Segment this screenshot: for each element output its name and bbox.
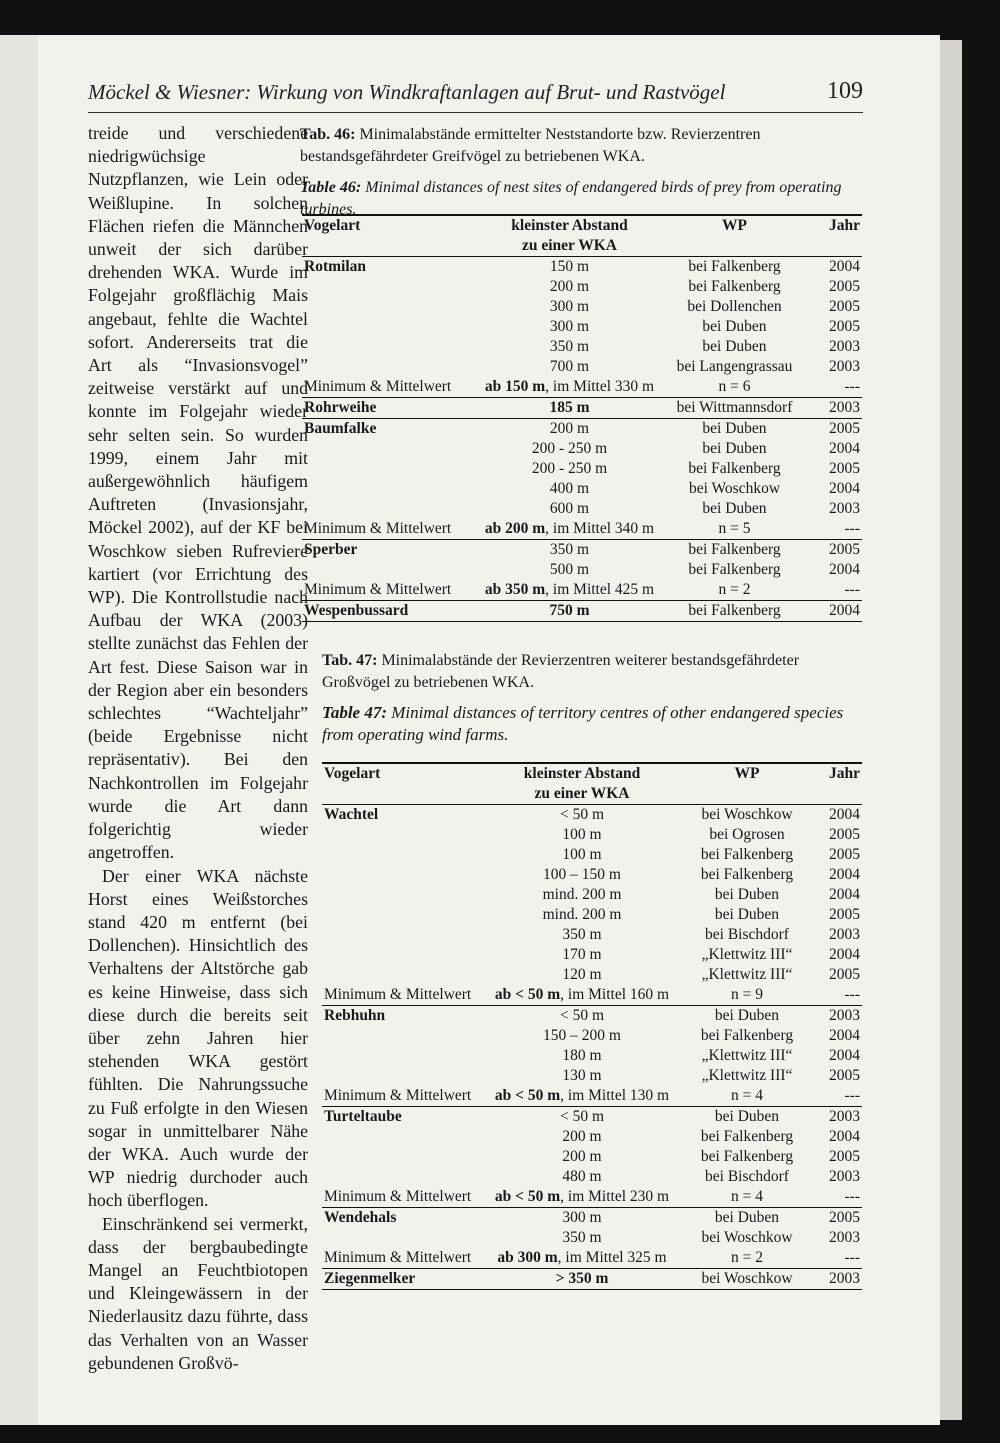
year-cell: 2004 (829, 561, 860, 578)
table-row (322, 1006, 862, 1027)
windfarm-cell: bei Woschkow (682, 805, 812, 826)
year-cell: 2003 (829, 926, 860, 943)
species-cell: Rebhuhn (322, 1006, 482, 1027)
table-row (302, 560, 862, 580)
windfarm-cell: bei Wittmannsdorf (662, 398, 807, 419)
distance-cell: ab < 50 m, im Mittel 230 m (494, 1188, 670, 1205)
species-cell (322, 945, 482, 965)
left-page-edge (0, 35, 38, 1425)
year-cell: 2005 (829, 846, 860, 863)
table-row (322, 845, 862, 865)
table-row (322, 1127, 862, 1147)
windfarm-cell: bei Falkenberg (662, 601, 807, 622)
species-cell (302, 560, 477, 580)
windfarm-cell: bei Ogrosen (709, 826, 785, 843)
year-cell: 2004 (829, 1047, 860, 1064)
species-cell (302, 479, 477, 499)
distance-cell: 480 m (562, 1168, 602, 1185)
species-cell (322, 925, 482, 945)
windfarm-cell: bei Falkenberg (688, 278, 781, 295)
windfarm-cell: bei Duben (682, 1107, 812, 1128)
species-cell (322, 825, 482, 845)
distance-cell: > 350 m (482, 1269, 682, 1290)
distance-cell: 200 m (477, 419, 662, 440)
distance-cell: 300 m (549, 298, 590, 315)
species-cell (322, 1228, 482, 1248)
species-cell: Minimum & Mittelwert (324, 1188, 472, 1205)
windfarm-cell: bei Falkenberg (662, 257, 807, 278)
distance-cell: 100 m (562, 826, 602, 843)
year-cell: --- (844, 378, 860, 395)
table-row (322, 1208, 862, 1229)
col-header-vogelart: Vogelart (302, 215, 477, 236)
species-cell: Minimum & Mittelwert (304, 378, 452, 395)
table-row (322, 1248, 862, 1269)
species-cell: Baumfalke (302, 419, 477, 440)
year-cell: 2003 (812, 1107, 862, 1128)
col-header-vogelart: Vogelart (322, 763, 482, 784)
table-row (302, 297, 862, 317)
col-header-abstand: kleinster Abstand (482, 763, 682, 784)
species-cell: Minimum & Mittelwert (324, 1249, 472, 1266)
year-cell: 2004 (829, 1027, 860, 1044)
windfarm-cell: „Klettwitz III“ (701, 946, 793, 963)
table-row (322, 905, 862, 925)
table-row (302, 580, 862, 601)
col-header-abstand-2: zu einer WKA (477, 236, 662, 257)
species-cell (322, 1046, 482, 1066)
year-cell: 2003 (829, 338, 860, 355)
table-row (302, 519, 862, 540)
windfarm-cell: bei Bischdorf (705, 1168, 789, 1185)
windfarm-cell: n = 2 (718, 581, 751, 598)
table-row (322, 1066, 862, 1086)
table-row (322, 985, 862, 1006)
species-cell: Rohrweihe (302, 398, 477, 419)
table-row (322, 825, 862, 845)
species-cell: Minimum & Mittelwert (304, 581, 452, 598)
table46-caption-en: Table 46: Minimal distances of nest sites of endangered birds of prey from operating turbines. (300, 179, 842, 218)
species-cell (322, 905, 482, 925)
table47 (322, 762, 862, 1290)
paragraph: Der einer WKA nächste Horst eines Weißstorches stand 420 m entfernt (bei Dollenchen). Hinsichtlich des Verhaltens der Altstörche gab es keine Hinweise, dass sich diese durch die bereits seit über zehn Jahren hier stehenden WKA gestört fühlten. Die Nahrungssuche zu Fuß erfolgte in den Wiesen sogar in unmittelbarer Nähe der WKA. Auch wurde der WP niedrig durchoder auch hoch überflogen. (88, 865, 308, 1211)
year-cell: 2004 (829, 866, 860, 883)
distance-cell: 600 m (549, 500, 590, 517)
windfarm-cell: bei Dollenchen (687, 298, 782, 315)
year-cell: 2003 (807, 398, 862, 419)
table-row (302, 419, 862, 440)
distance-cell: 200 - 250 m (531, 460, 608, 477)
table-row (302, 257, 862, 278)
windfarm-cell: bei Duben (682, 1006, 812, 1027)
table47-caption-en: Table 47: Minimal distances of territory centres of other endangered species from operating wind farms. (322, 703, 844, 744)
distance-cell: 120 m (562, 966, 602, 983)
table-row (322, 945, 862, 965)
species-cell (302, 439, 477, 459)
distance-cell: 200 - 250 m (531, 440, 608, 457)
windfarm-cell: bei Bischdorf (705, 926, 789, 943)
distance-cell: < 50 m (482, 805, 682, 826)
year-cell: 2004 (812, 805, 862, 826)
species-cell: Wachtel (322, 805, 482, 826)
windfarm-cell: bei Woschkow (688, 480, 781, 497)
species-cell (322, 845, 482, 865)
col-header-jahr: Jahr (807, 215, 862, 236)
distance-cell: 350 m (562, 1229, 602, 1246)
species-cell (322, 965, 482, 985)
table-row (322, 1228, 862, 1248)
year-cell: --- (844, 1249, 860, 1266)
species-cell (302, 277, 477, 297)
col-header-wp: WP (682, 763, 812, 784)
year-cell: --- (844, 1188, 860, 1205)
distance-cell: 750 m (477, 601, 662, 622)
windfarm-cell: bei Falkenberg (662, 540, 807, 561)
year-cell: --- (844, 986, 860, 1003)
species-cell (322, 885, 482, 905)
year-cell: 2004 (829, 946, 860, 963)
windfarm-cell: „Klettwitz III“ (701, 966, 793, 983)
distance-cell: ab 200 m, im Mittel 340 m (484, 520, 655, 537)
windfarm-cell: n = 4 (731, 1188, 763, 1205)
windfarm-cell: bei Falkenberg (700, 1027, 794, 1044)
windfarm-cell: n = 9 (731, 986, 763, 1003)
table-row (302, 317, 862, 337)
year-cell: 2003 (812, 1006, 862, 1027)
year-cell: 2004 (829, 1128, 860, 1145)
table-row (322, 1269, 862, 1290)
table-row (302, 540, 862, 561)
year-cell: 2004 (829, 480, 860, 497)
table-row (322, 1086, 862, 1107)
year-cell: --- (844, 1087, 860, 1104)
year-cell: 2003 (829, 500, 860, 517)
windfarm-cell: n = 2 (731, 1249, 763, 1266)
species-cell: Minimum & Mittelwert (324, 986, 472, 1003)
distance-cell: ab 350 m, im Mittel 425 m (484, 581, 655, 598)
table-row (302, 601, 862, 622)
table-row (302, 479, 862, 499)
col-header-abstand-2: zu einer WKA (482, 784, 682, 805)
species-cell: Minimum & Mittelwert (304, 520, 452, 537)
species-cell: Wendehals (322, 1208, 482, 1229)
species-cell (302, 459, 477, 479)
table-row (302, 377, 862, 398)
year-cell: 2005 (812, 1208, 862, 1229)
distance-cell: 300 m (549, 318, 590, 335)
windfarm-cell: n = 4 (731, 1087, 763, 1104)
table-row (322, 1046, 862, 1066)
species-cell (322, 1167, 482, 1187)
table-row (322, 1026, 862, 1046)
year-cell: 2003 (829, 358, 860, 375)
table47-caption-de: Tab. 47: Minimalabstände der Revierzentren weiterer bestandsgefährdeter Großvögel zu betriebenen WKA. (322, 652, 800, 691)
distance-cell: 100 m (562, 846, 602, 863)
table-row (322, 965, 862, 985)
species-cell (322, 1127, 482, 1147)
paragraph: Einschränkend sei vermerkt, dass der bergbaubedingte Mangel an Feuchtbiotopen und Kleingewässern in der Niederlausitz dazu führte, dass das Verhalten von an Wasser gebundenen Großvö- (88, 1213, 308, 1373)
windfarm-cell: bei Duben (702, 338, 767, 355)
windfarm-cell: bei Woschkow (682, 1269, 812, 1290)
year-cell: 2005 (829, 906, 860, 923)
distance-cell: 200 m (549, 278, 590, 295)
windfarm-cell: „Klettwitz III“ (701, 1067, 793, 1084)
distance-cell: 200 m (562, 1148, 602, 1165)
year-cell: 2005 (829, 966, 860, 983)
windfarm-cell: n = 6 (718, 378, 751, 395)
running-header (88, 80, 863, 113)
distance-cell: 500 m (549, 561, 590, 578)
table-row (322, 925, 862, 945)
windfarm-cell: bei Falkenberg (700, 1148, 794, 1165)
distance-cell: mind. 200 m (542, 906, 622, 923)
distance-cell: 350 m (477, 540, 662, 561)
windfarm-cell: bei Falkenberg (700, 846, 794, 863)
distance-cell: 200 m (562, 1128, 602, 1145)
species-cell (322, 1147, 482, 1167)
table-row (322, 1167, 862, 1187)
table-row (302, 459, 862, 479)
year-cell: 2004 (807, 601, 862, 622)
species-cell (322, 865, 482, 885)
distance-cell: ab 150 m, im Mittel 330 m (484, 378, 655, 395)
distance-cell: < 50 m (482, 1006, 682, 1027)
year-cell: 2005 (829, 460, 860, 477)
right-page-edge (940, 40, 962, 1420)
year-cell: 2005 (829, 1148, 860, 1165)
windfarm-cell: bei Woschkow (701, 1229, 793, 1246)
year-cell: 2005 (829, 278, 860, 295)
distance-cell: 185 m (477, 398, 662, 419)
distance-cell: ab 300 m, im Mittel 325 m (497, 1249, 667, 1266)
table46 (302, 214, 862, 622)
year-cell: 2005 (829, 318, 860, 335)
species-cell (302, 499, 477, 519)
table-row (302, 499, 862, 519)
year-cell: 2005 (829, 298, 860, 315)
species-cell: Ziegenmelker (322, 1269, 482, 1290)
windfarm-cell: bei Duben (682, 1208, 812, 1229)
species-cell (302, 317, 477, 337)
distance-cell: 700 m (549, 358, 590, 375)
year-cell: 2003 (829, 1168, 860, 1185)
table-row (322, 1107, 862, 1128)
species-cell (302, 297, 477, 317)
windfarm-cell: bei Duben (702, 440, 767, 457)
windfarm-cell: n = 5 (718, 520, 751, 537)
species-cell: Rotmilan (302, 257, 477, 278)
year-cell: 2005 (829, 826, 860, 843)
distance-cell: ab < 50 m, im Mittel 160 m (494, 986, 670, 1003)
distance-cell: 150 m (477, 257, 662, 278)
windfarm-cell: bei Duben (702, 318, 767, 335)
col-header-wp: WP (662, 215, 807, 236)
species-cell (302, 337, 477, 357)
distance-cell: 180 m (562, 1047, 602, 1064)
table-row (322, 1187, 862, 1208)
distance-cell: 100 – 150 m (543, 866, 621, 883)
windfarm-cell: bei Falkenberg (700, 1128, 794, 1145)
species-cell: Minimum & Mittelwert (324, 1087, 472, 1104)
year-cell: --- (844, 520, 860, 537)
year-cell: 2004 (829, 886, 860, 903)
year-cell: 2004 (807, 257, 862, 278)
windfarm-cell: bei Duben (714, 906, 780, 923)
species-cell (302, 357, 477, 377)
page-number: 109 (827, 78, 863, 104)
windfarm-cell: bei Falkenberg (700, 866, 794, 883)
distance-cell: 170 m (562, 946, 602, 963)
table-row (302, 439, 862, 459)
distance-cell: 400 m (549, 480, 590, 497)
species-cell (322, 1066, 482, 1086)
windfarm-cell: bei Duben (662, 419, 807, 440)
year-cell: 2005 (829, 1067, 860, 1084)
distance-cell: < 50 m (482, 1107, 682, 1128)
year-cell: --- (844, 581, 860, 598)
windfarm-cell: bei Duben (702, 500, 767, 517)
col-header-abstand: kleinster Abstand (477, 215, 662, 236)
windfarm-cell: bei Duben (714, 886, 780, 903)
distance-cell: ab < 50 m, im Mittel 130 m (494, 1087, 670, 1104)
distance-cell: 350 m (549, 338, 590, 355)
table-row (302, 337, 862, 357)
table-row (322, 805, 862, 826)
table-row (302, 277, 862, 297)
windfarm-cell: „Klettwitz III“ (701, 1047, 793, 1064)
distance-cell: 300 m (482, 1208, 682, 1229)
table-row (322, 1147, 862, 1167)
table-row (302, 398, 862, 419)
distance-cell: 150 – 200 m (543, 1027, 621, 1044)
species-cell: Turteltaube (322, 1107, 482, 1128)
distance-cell: 350 m (562, 926, 602, 943)
col-header-jahr: Jahr (812, 763, 862, 784)
distance-cell: mind. 200 m (542, 886, 622, 903)
paragraph: treide und verschiedene niedrigwüchsige Nutzpflanzen, wie Lein oder Weißlupine. In solchen Flächen riefen die Männchen unweit der sich darüber drehenden WKA. Wurde im Folgejahr großflächig Mais angebaut, fehlte die Wachtel sofort. Andererseits trat die Art als “Invasionsvogel” zeitweise verstärkt auf und konnte im Folgejahr wieder sehr selten sein. So wurden 1999, einem Jahr mit außergewöhnlich häufigem Auftreten (Invasionsjahr, Möckel 2002), auf der KF bei Woschkow sieben Rufreviere kartiert (vor Errichtung des WP). Die Kontrollstudie nach Aufbau der WKA (2003) stellte zunächst das Fehlen der Art fest. Diese Saison war in der Region aber ein besonders schlechtes “Wachteljahr” (beide Ergebnisse nicht repräsentativ). Bei den Nachkontrollen im Folgejahr wurde die Art dann folgerichtig wieder angetroffen. (88, 123, 308, 863)
species-cell: Wespenbussard (302, 601, 477, 622)
windfarm-cell: bei Falkenberg (688, 561, 781, 578)
year-cell: 2005 (807, 419, 862, 440)
year-cell: 2005 (807, 540, 862, 561)
table-row (302, 357, 862, 377)
table-row (322, 885, 862, 905)
species-cell (322, 1026, 482, 1046)
distance-cell: 130 m (562, 1067, 602, 1084)
header-title: Möckel & Wiesner: Wirkung von Windkraftanlagen auf Brut- und Rastvögel (88, 80, 726, 104)
year-cell: 2003 (812, 1269, 862, 1290)
windfarm-cell: bei Falkenberg (688, 460, 781, 477)
body-column (88, 122, 308, 1375)
species-cell: Sperber (302, 540, 477, 561)
windfarm-cell: bei Langengrassau (676, 358, 793, 375)
table46-caption-de: Tab. 46: Minimalabstände ermittelter Neststandorte bzw. Revierzentren bestandsgefährdeter Greifvögel zu betriebenen WKA. (300, 126, 761, 165)
table-row (322, 865, 862, 885)
year-cell: 2003 (829, 1229, 860, 1246)
year-cell: 2004 (829, 440, 860, 457)
